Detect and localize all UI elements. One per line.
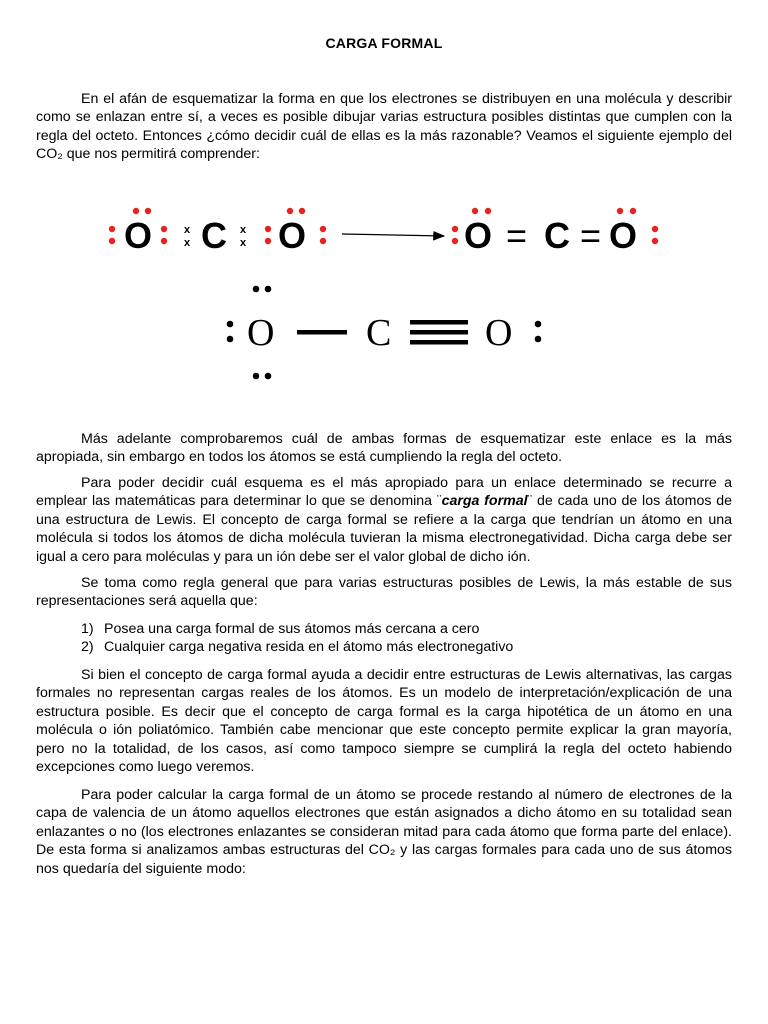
list-text: Cualquier carga negativa resida en el átomo más electronegativo [104,639,514,656]
rule-list [36,620,732,657]
oxygen-left-atom: O [247,312,275,354]
paragraph-definition-part-2: ¨ de cada uno de los átomos de una estructura de Lewis. El concepto de carga formal se refiere a la carga que tendrían un átomo en una molécula si todos los átomos de dicha molécula tuvieran la misma electronegatividad. Dicha carga debe ser igual a cero para moléculas y para un ión debe ser el valor global de dicho ión. [36,493,732,565]
page-title: CARGA FORMAL [325,35,443,51]
paragraph-intro: En el afán de esquematizar la forma en que los electrones se distribuyen en una molécula y describir como se enlazan entre sí, a veces es posible dibujar varias estructura posibles distintas que cumplen con la regla del octeto. Entonces ¿cómo decidir cuál de ellas es la más razonable? Veamos el siguiente ejemplo del CO₂ que nos permitirá comprender: [36,91,732,163]
paragraph-comparison: Más adelante comprobaremos cuál de ambas formas de esquematizar este enlace es la más apropiada, sin embargo en todos los átomos se está cumpliendo la regla del octeto. [36,431,732,466]
oxygen-right-atom: O [609,215,638,256]
triple-bond [410,320,468,325]
carbon-atom: C [201,215,227,256]
oxygen-left-atom: O [124,215,153,256]
list-item [36,620,732,638]
paragraph-model: Si bien el concepto de carga formal ayuda a decidir entre estructuras de Lewis alternativas, las cargas formales no representan cargas reales de los átomos. Es un modelo de interpretación/explicación de una estructura posible. Es decir que el concepto de carga formal es la carga hipotética de un átomo en una molécula o ión poliatómico. También cabe mencionar que este concepto permite explicar la gran mayoría, pero no la totalidad, de los casos, así como tampoco siempre se cumplirá la regla del octeto habiendo excepciones como luego veremos. [36,667,732,776]
single-bond [297,330,347,335]
x-mark: x [184,237,191,249]
list-number: 1) [81,621,94,637]
lewis-co2-triple-bond [227,286,542,380]
x-mark: x [240,224,247,236]
list-text: Posea una carga formal de sus átomos más cercana a cero [104,621,480,637]
x-mark: x [240,237,247,249]
paragraph-definition [36,474,732,566]
reaction-arrow [342,234,444,236]
paragraph-definition-part-1: Para poder decidir cuál esquema es el más apropiado para un enlace determinado se recurre a emplear las matemáticas para determinar lo que se denomina ¨ [36,475,732,510]
double-bond: = [506,215,528,256]
paragraph-rule: Se toma como regla general que para varias estructuras posibles de Lewis, la más estable de sus representaciones será aquella que: [36,575,732,610]
carbon-atom: C [544,215,570,256]
oxygen-left-atom: O [464,215,493,256]
paragraph-calculation: Para poder calcular la carga formal de un átomo se procede restando al número de electrones de la capa de valencia de un átomo aquellos electrones que están asignados a dicho átomo en su totalidad sean enlazantes o no (los electrones enlazantes se consideran mitad para cada átomo que forma parte del enlace). De esta forma si analizamos ambas estructuras del CO₂ y las cargas formales para cada uno de sus átomos nos quedaría del siguiente modo: [36,787,732,877]
oxygen-right-atom: O [485,312,513,354]
oxygen-right-atom: O [278,215,307,256]
carga-formal-term: carga formal [441,493,528,510]
lewis-co2-electrons [109,208,326,256]
carbon-atom: C [366,312,392,354]
lewis-co2-double-bond [452,208,658,256]
triple-bond [410,340,468,345]
x-mark: x [184,224,191,236]
triple-bond [410,330,468,335]
double-bond: = [580,215,602,256]
list-number: 2) [81,639,94,656]
list-item [36,638,732,656]
